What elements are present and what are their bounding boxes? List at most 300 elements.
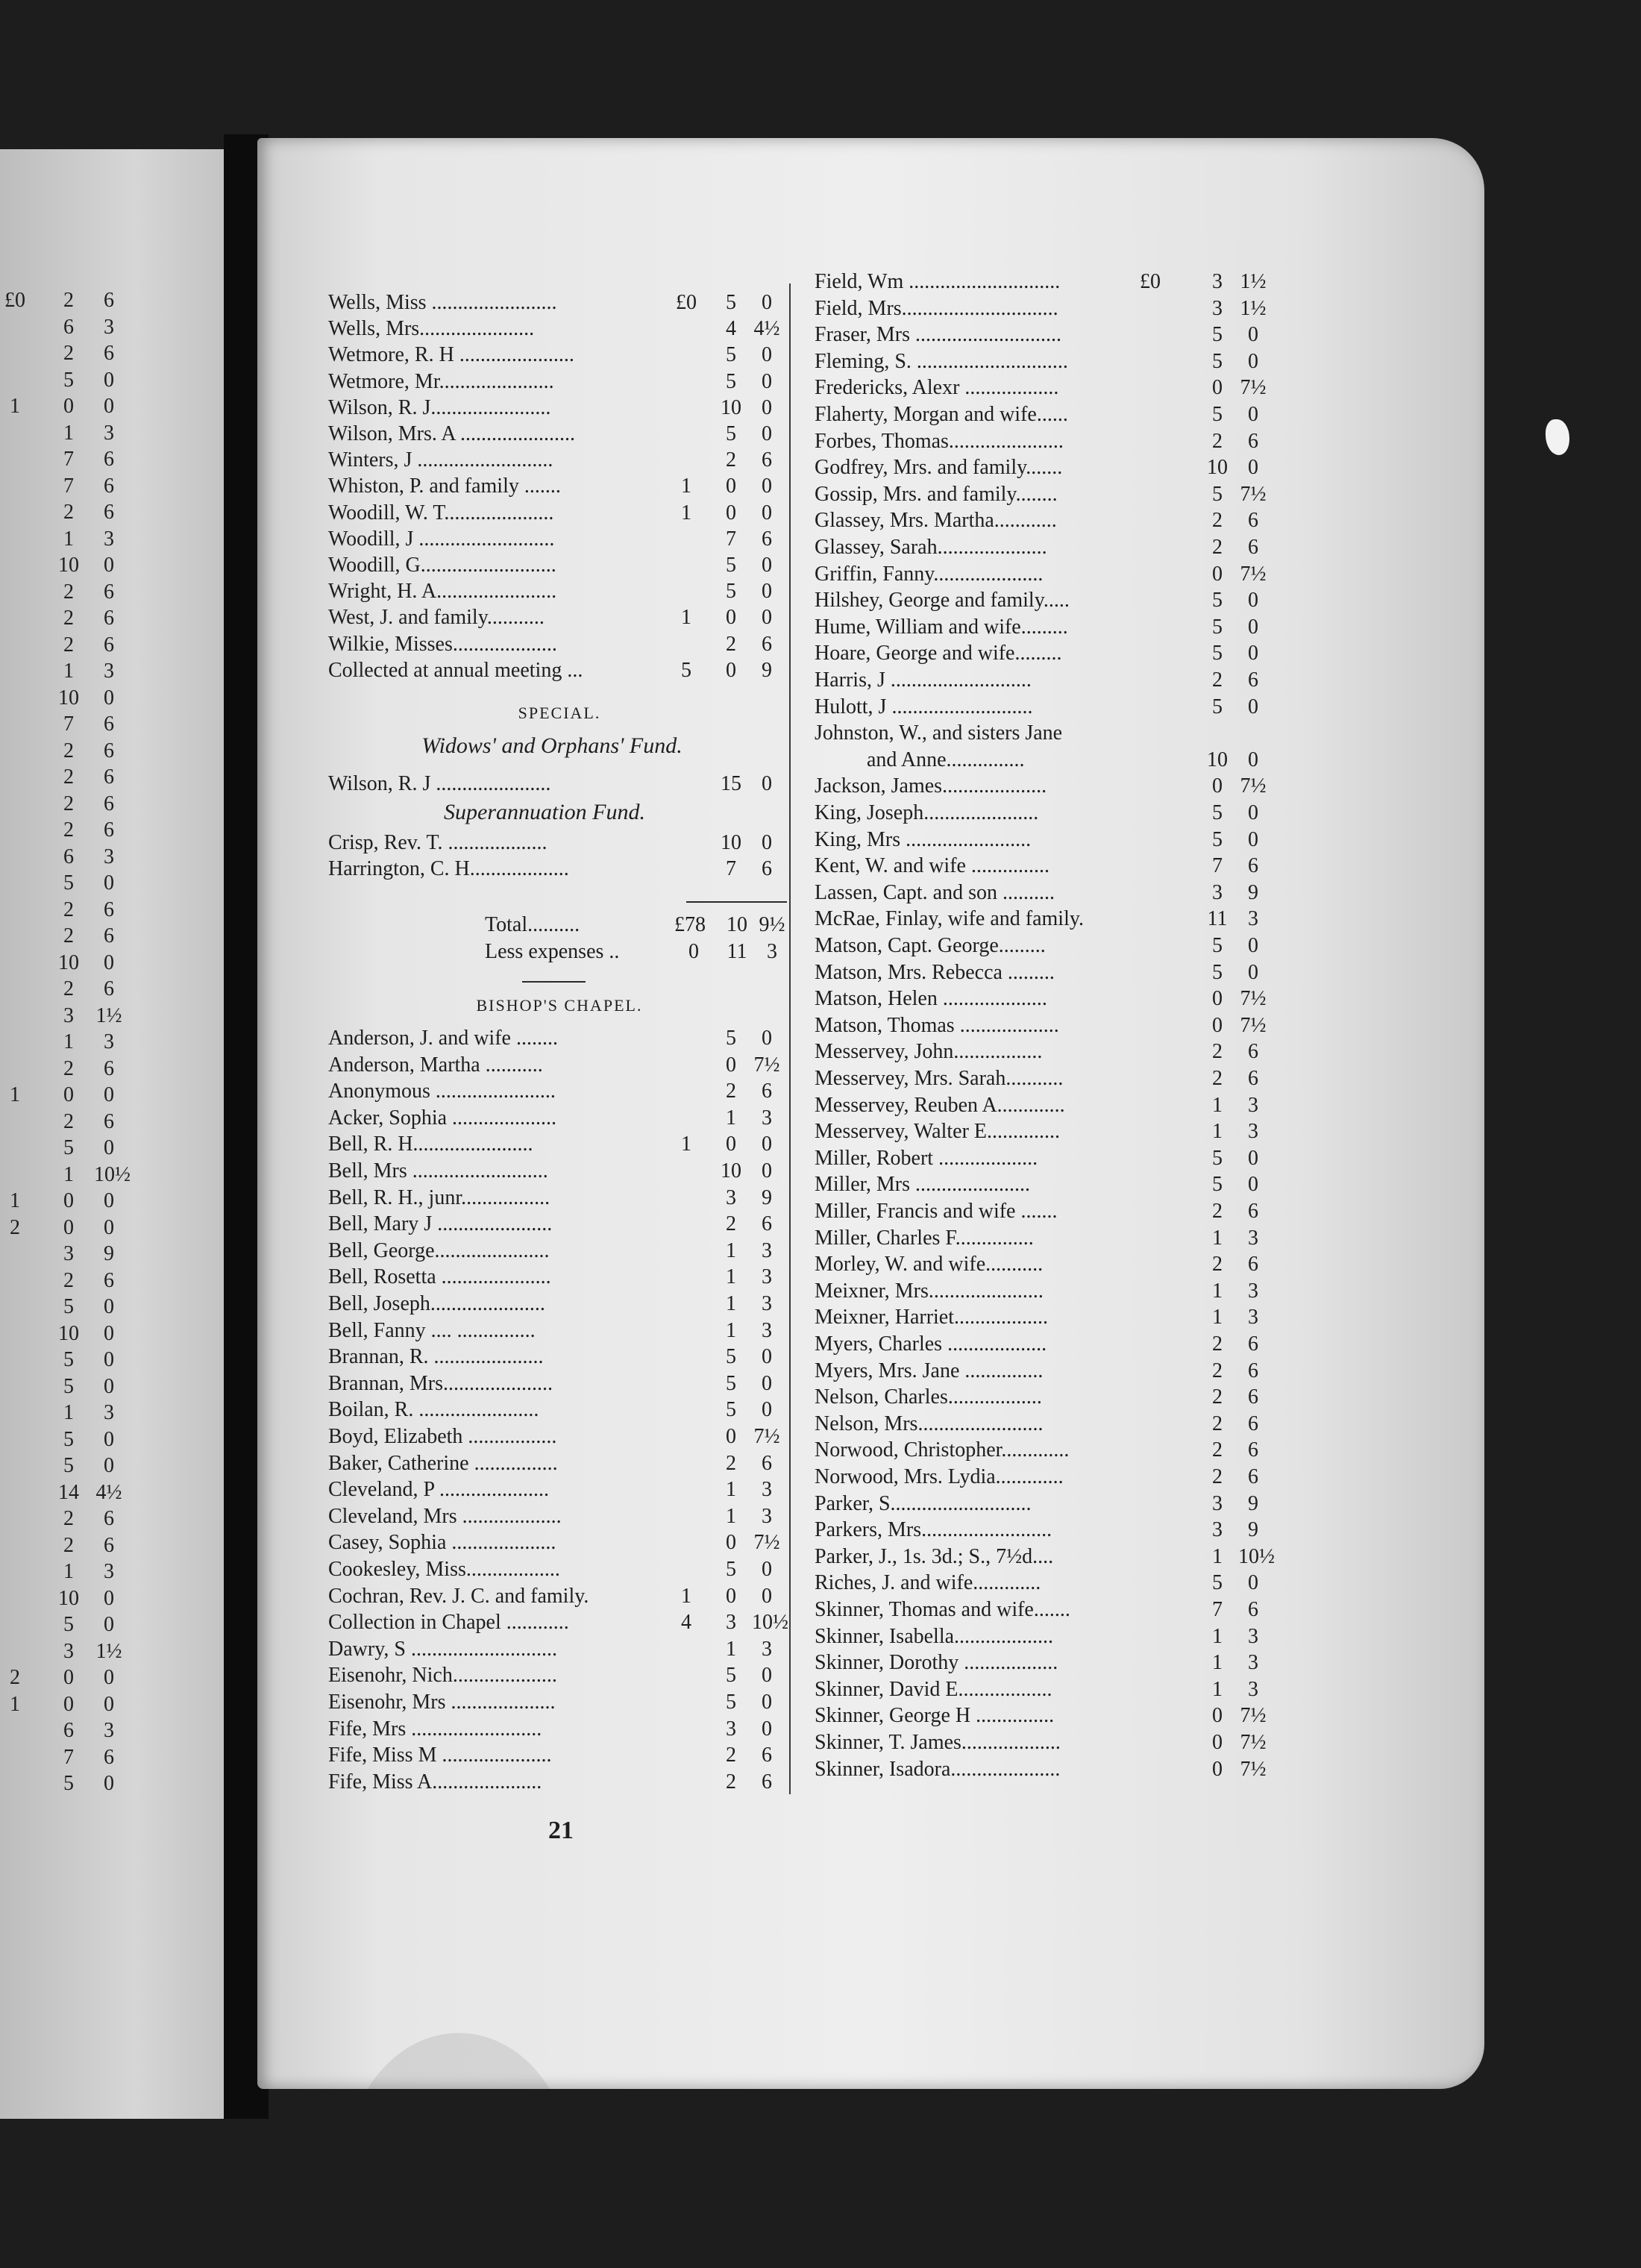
shillings: 11 xyxy=(1207,907,1228,931)
pence: 3 xyxy=(1248,907,1258,931)
contribution-row xyxy=(815,1729,1329,1756)
shillings: 7 xyxy=(1212,854,1223,878)
contribution-row xyxy=(815,880,1329,906)
left-page-amount-row xyxy=(0,1294,149,1321)
pence: 0 xyxy=(1248,642,1258,665)
pence: 6 xyxy=(104,1268,114,1292)
pence: 6 xyxy=(762,1080,772,1103)
donor-name: Hilshey, George and family..... xyxy=(815,589,1070,613)
donor-name: Parker, J., 1s. 3d.; S., 7½d.... xyxy=(815,1544,1054,1568)
contribution-row xyxy=(328,1264,791,1291)
pence: 3 xyxy=(762,1292,772,1315)
shillings: 5 xyxy=(726,1345,736,1369)
donor-name: Anderson, J. and wife ........ xyxy=(328,1027,558,1050)
left-page-amount-row xyxy=(0,1188,149,1215)
shillings: 2 xyxy=(63,342,74,365)
shillings: 2 xyxy=(1212,536,1223,559)
donor-name: Winters, J .......................... xyxy=(328,448,553,472)
pence: 6 xyxy=(1248,1385,1258,1409)
left-page-amount-row xyxy=(0,1611,149,1638)
pence: 0 xyxy=(762,422,772,445)
shillings: 1 xyxy=(63,1162,74,1186)
shillings: 5 xyxy=(63,1136,74,1159)
contribution-row xyxy=(815,906,1329,933)
left-page-amount-row xyxy=(0,1770,149,1797)
pence: 0 xyxy=(104,1136,114,1159)
donor-name: Casey, Sophia .................... xyxy=(328,1531,556,1555)
shillings: 1 xyxy=(726,1265,736,1289)
donor-name: Collection in Chapel ............ xyxy=(328,1611,569,1635)
pence: 9 xyxy=(1248,880,1258,904)
left-page-amount-row xyxy=(0,314,149,341)
donor-name: Woodill, J .......................... xyxy=(328,527,555,551)
shillings: 1 xyxy=(726,1238,736,1262)
pounds: 2 xyxy=(10,1666,20,1689)
shillings: 0 xyxy=(1212,1731,1223,1754)
shillings: 1 xyxy=(1212,1544,1223,1568)
pence: 0 xyxy=(1248,589,1258,613)
shillings: 0 xyxy=(63,1692,74,1716)
pence: 0 xyxy=(1248,695,1258,718)
donor-name: Norwood, Christopher............. xyxy=(815,1438,1070,1462)
donor-name: Eisenohr, Mrs .................... xyxy=(328,1691,556,1714)
left-page-amount-row xyxy=(0,473,149,500)
contribution-row xyxy=(815,375,1329,401)
contribution-row xyxy=(328,830,791,856)
contribution-row xyxy=(328,500,791,527)
pence: 3 xyxy=(104,1719,114,1742)
pence: 0 xyxy=(104,1083,114,1106)
donor-name: Bell, Joseph...................... xyxy=(328,1292,545,1315)
shillings: 2 xyxy=(1212,1040,1223,1064)
pence: 6 xyxy=(104,765,114,789)
pence: 1½ xyxy=(95,1003,122,1027)
shillings: 10 xyxy=(58,554,79,577)
pence: 3 xyxy=(762,1504,772,1528)
pence: 6 xyxy=(1248,1200,1258,1223)
donor-name: Glassey, Mrs. Martha............ xyxy=(815,509,1057,533)
pence: 0 xyxy=(104,1189,114,1212)
less-expenses-pence: 3 xyxy=(767,940,777,963)
contribution-row xyxy=(328,604,791,631)
shillings: 2 xyxy=(1212,429,1223,453)
left-page-amount-row xyxy=(0,499,149,526)
contribution-row xyxy=(328,1716,791,1743)
shillings: 2 xyxy=(726,632,736,656)
contribution-row xyxy=(328,1503,791,1530)
shillings: 3 xyxy=(63,1242,74,1265)
left-page-amount-row xyxy=(0,1532,149,1559)
shillings: 1 xyxy=(1212,1624,1223,1648)
shillings: 1 xyxy=(726,1318,736,1342)
contribution-row xyxy=(328,1238,791,1265)
shillings: 0 xyxy=(726,658,736,682)
contribution-row xyxy=(328,447,791,474)
shillings: 1 xyxy=(1212,1306,1223,1329)
donor-name: Baker, Catherine ................ xyxy=(328,1451,558,1475)
left-page-amount-row xyxy=(0,605,149,632)
pence: 6 xyxy=(1248,1359,1258,1382)
donor-name: Flaherty, Morgan and wife...... xyxy=(815,403,1068,426)
shillings: 1 xyxy=(63,660,74,683)
shillings: 7 xyxy=(63,474,74,498)
shillings: 0 xyxy=(63,395,74,418)
shillings: 2 xyxy=(1212,1253,1223,1276)
contribution-row xyxy=(328,1689,791,1716)
shillings: 5 xyxy=(63,1348,74,1371)
shillings: 5 xyxy=(1212,403,1223,426)
shillings: 5 xyxy=(1212,642,1223,665)
pence: 0 xyxy=(104,1321,114,1345)
contribution-row xyxy=(815,322,1329,348)
contribution-row xyxy=(328,1662,791,1689)
pence: 0 xyxy=(1248,1571,1258,1595)
donor-name: Fraser, Mrs ............................ xyxy=(815,323,1061,347)
shillings: 5 xyxy=(1212,801,1223,824)
shillings: 2 xyxy=(63,1268,74,1292)
shillings: 2 xyxy=(1212,1465,1223,1488)
left-page-amount-row xyxy=(0,844,149,871)
left-page-amount-row xyxy=(0,340,149,367)
donor-name: Dawry, S ............................ xyxy=(328,1637,557,1661)
shillings: 3 xyxy=(63,1639,74,1663)
shillings: 1 xyxy=(63,421,74,445)
pence: 9 xyxy=(1248,1518,1258,1542)
shillings: 10 xyxy=(1207,456,1228,480)
shillings: 0 xyxy=(63,1083,74,1106)
pence: 0 xyxy=(1248,349,1258,373)
shillings: 5 xyxy=(1212,589,1223,613)
contribution-row xyxy=(815,587,1329,614)
donor-name: Skinner, Dorothy .................. xyxy=(815,1651,1058,1675)
shillings: 6 xyxy=(63,315,74,339)
donor-name: Whiston, P. and family ....... xyxy=(328,474,561,498)
donor-name: Wells, Miss ........................ xyxy=(328,291,557,314)
contribution-row xyxy=(815,773,1329,800)
pence: 0 xyxy=(762,343,772,367)
pence: 0 xyxy=(762,501,772,524)
pence: 3 xyxy=(104,1401,114,1424)
pence: 3 xyxy=(1248,1279,1258,1303)
pounds: 1 xyxy=(681,474,691,498)
pence: 3 xyxy=(1248,1120,1258,1144)
contribution-row xyxy=(328,1185,791,1212)
pence: 6 xyxy=(1248,429,1258,453)
shillings: 10 xyxy=(58,1321,79,1345)
left-page-amount-row xyxy=(0,1321,149,1347)
pence: 6 xyxy=(104,924,114,947)
contribution-row xyxy=(815,1331,1329,1358)
pence: 0 xyxy=(762,1345,772,1369)
donor-name: Miller, Francis and wife ....... xyxy=(815,1200,1058,1223)
shillings: 5 xyxy=(63,368,74,392)
bishops-chapel-heading: BISHOP'S CHAPEL. xyxy=(476,996,643,1015)
pence: 0 xyxy=(762,1558,772,1581)
left-page-amount-row xyxy=(0,1717,149,1744)
pence: 7½ xyxy=(1240,1731,1267,1754)
pence: 10½ xyxy=(94,1162,131,1186)
shillings: 0 xyxy=(63,1215,74,1239)
donor-name: Matson, Thomas ................... xyxy=(815,1013,1059,1037)
donor-name: Wells, Mrs...................... xyxy=(328,317,535,341)
shillings: 10 xyxy=(721,1159,741,1182)
left-page-amount-row xyxy=(0,1082,149,1109)
shillings: 5 xyxy=(63,1613,74,1636)
pence: 3 xyxy=(762,1637,772,1661)
shillings: 5 xyxy=(1212,349,1223,373)
pence: 6 xyxy=(104,501,114,524)
left-page-amount-row xyxy=(0,446,149,473)
pence: 7½ xyxy=(1240,1013,1267,1037)
pence: 6 xyxy=(1248,1438,1258,1462)
pounds: 1 xyxy=(681,501,691,524)
shillings: 5 xyxy=(726,422,736,445)
shillings: 4 xyxy=(726,317,736,341)
left-page-amount-row xyxy=(0,1347,149,1373)
contribution-row xyxy=(815,853,1329,880)
pence: 7½ xyxy=(753,1531,780,1555)
pence: 0 xyxy=(104,1613,114,1636)
pence: 7½ xyxy=(753,1425,780,1448)
contribution-row xyxy=(328,1131,791,1158)
shillings: 2 xyxy=(63,1109,74,1133)
donor-name: Bell, R. H., junr................. xyxy=(328,1185,550,1209)
pence: 6 xyxy=(104,792,114,815)
special-heading: SPECIAL. xyxy=(518,704,601,722)
donor-name: Boilan, R. ....................... xyxy=(328,1398,539,1422)
pence: 6 xyxy=(1248,1040,1258,1064)
shillings: 7 xyxy=(63,712,74,736)
contribution-row xyxy=(328,1158,791,1185)
pence: 3 xyxy=(762,1265,772,1289)
left-page-amount-row xyxy=(0,1135,149,1162)
shillings: 0 xyxy=(1212,1757,1223,1781)
pounds: £0 xyxy=(1140,270,1161,293)
total-shillings: 10 xyxy=(727,913,747,936)
pence: 0 xyxy=(762,772,772,795)
donor-name: Glassey, Sarah..................... xyxy=(815,536,1047,559)
pence: 3 xyxy=(104,421,114,445)
shillings: 1 xyxy=(726,1637,736,1661)
donor-name: Gossip, Mrs. and family........ xyxy=(815,482,1058,506)
pence: 6 xyxy=(1248,1067,1258,1090)
donor-name: Hulott, J ........................... xyxy=(815,695,1033,718)
donor-name: Bell, Mrs .......................... xyxy=(328,1159,548,1182)
pence: 0 xyxy=(762,1027,772,1050)
shillings: 5 xyxy=(63,871,74,895)
contribution-row xyxy=(328,771,791,798)
donor-name: Matson, Capt. George......... xyxy=(815,934,1046,957)
pence: 6 xyxy=(762,1744,772,1767)
total-label: Total.......... xyxy=(485,913,580,936)
shillings: 0 xyxy=(1212,774,1223,798)
pounds: 1 xyxy=(10,1083,20,1106)
pence: 6 xyxy=(762,1770,772,1794)
contribution-row xyxy=(328,342,791,369)
pence: 6 xyxy=(104,1533,114,1557)
shillings: 5 xyxy=(726,343,736,367)
pence: 0 xyxy=(1248,827,1258,851)
less-expenses-pounds: 0 xyxy=(688,940,699,963)
pence: 0 xyxy=(762,554,772,577)
donor-name: Morley, W. and wife........... xyxy=(815,1253,1044,1276)
shillings: 5 xyxy=(726,1398,736,1422)
pence: 4½ xyxy=(753,317,780,341)
pence: 6 xyxy=(762,1451,772,1475)
shillings: 2 xyxy=(63,633,74,657)
shillings: 2 xyxy=(63,818,74,842)
shillings: 2 xyxy=(63,607,74,630)
left-page-amount-row xyxy=(0,1373,149,1400)
pence: 0 xyxy=(104,1215,114,1239)
pence: 6 xyxy=(104,712,114,736)
pence: 0 xyxy=(762,580,772,604)
contribution-row xyxy=(815,827,1329,853)
donor-name: Wright, H. A....................... xyxy=(328,580,557,604)
pounds: 1 xyxy=(681,1133,691,1156)
shillings: 6 xyxy=(63,1719,74,1742)
shillings: 1 xyxy=(726,1106,736,1130)
shillings: 2 xyxy=(726,1770,736,1794)
shillings: 3 xyxy=(726,1611,736,1635)
left-page-amount-row xyxy=(0,1400,149,1426)
pence: 0 xyxy=(1248,1146,1258,1170)
pence: 3 xyxy=(104,1030,114,1053)
contribution-row xyxy=(328,1078,791,1105)
left-page-amount-row xyxy=(0,791,149,818)
shillings: 3 xyxy=(63,1003,74,1027)
total-row xyxy=(485,912,791,939)
contribution-row xyxy=(815,1384,1329,1411)
contribution-row xyxy=(815,1225,1329,1252)
total-pence: 9½ xyxy=(759,913,785,936)
contribution-row xyxy=(815,1278,1329,1305)
contribution-row xyxy=(328,1556,791,1583)
donor-name: Messervey, Mrs. Sarah........... xyxy=(815,1067,1064,1090)
pence: 6 xyxy=(1248,1253,1258,1276)
shillings: 2 xyxy=(1212,1200,1223,1223)
shillings: 5 xyxy=(63,1427,74,1451)
donor-name: Parkers, Mrs......................... xyxy=(815,1518,1052,1542)
pence: 6 xyxy=(104,1056,114,1080)
pence: 3 xyxy=(1248,1306,1258,1329)
left-page-amount-row xyxy=(0,870,149,897)
contribution-row xyxy=(815,640,1329,667)
left-page-amount-row xyxy=(0,764,149,791)
contribution-row xyxy=(815,1251,1329,1278)
pence: 4½ xyxy=(95,1480,122,1504)
total-pounds: £78 xyxy=(674,913,706,936)
pence: 7½ xyxy=(1240,482,1267,506)
left-page-amount-row xyxy=(0,1506,149,1532)
donor-name: Nelson, Charles.................. xyxy=(815,1385,1042,1409)
shillings: 5 xyxy=(63,1454,74,1477)
donor-name: Bell, George...................... xyxy=(328,1238,550,1262)
less-expenses-row xyxy=(485,939,791,965)
shillings: 1 xyxy=(726,1292,736,1315)
donor-name: Meixner, Harriet.................. xyxy=(815,1306,1049,1329)
shillings: 10 xyxy=(721,831,741,854)
shillings: 5 xyxy=(726,1691,736,1714)
shillings: 5 xyxy=(726,291,736,314)
donor-name: Lassen, Capt. and son .......... xyxy=(815,880,1055,904)
shillings: 2 xyxy=(1212,1385,1223,1409)
contribution-row xyxy=(328,1423,791,1450)
donor-name: Jackson, James.................... xyxy=(815,774,1047,798)
pence: 7½ xyxy=(1240,774,1267,798)
shillings: 2 xyxy=(63,1533,74,1557)
shillings: 7 xyxy=(726,527,736,551)
donor-name: Brannan, Mrs..................... xyxy=(328,1371,553,1395)
contribution-row xyxy=(815,454,1329,481)
donor-name: Cochran, Rev. J. C. and family. xyxy=(328,1584,589,1608)
pence: 1½ xyxy=(95,1639,122,1663)
contribution-row xyxy=(328,1370,791,1397)
pence: 6 xyxy=(104,607,114,630)
pence: 0 xyxy=(104,1692,114,1716)
left-page-amount-row xyxy=(0,1056,149,1083)
left-page-amount-row xyxy=(0,1691,149,1718)
contribution-row xyxy=(815,1039,1329,1065)
contribution-row xyxy=(328,421,791,448)
donor-name: Myers, Charles ................... xyxy=(815,1332,1047,1356)
left-page-amount-row xyxy=(0,1241,149,1268)
left-page-amount-row xyxy=(0,658,149,685)
pence: 7½ xyxy=(1240,987,1267,1011)
pence: 9 xyxy=(762,658,772,682)
donor-name: Myers, Mrs. Jane ............... xyxy=(815,1359,1044,1382)
shillings: 2 xyxy=(1212,1067,1223,1090)
donor-name: Messervey, Reuben A............. xyxy=(815,1093,1065,1117)
pounds: 1 xyxy=(10,1189,20,1212)
pence: 0 xyxy=(762,369,772,393)
shillings: 0 xyxy=(1212,1013,1223,1037)
donor-name: Woodill, W. T..................... xyxy=(328,501,554,524)
donor-name: Riches, J. and wife............. xyxy=(815,1571,1041,1595)
contribution-row xyxy=(815,1118,1329,1145)
shillings: 5 xyxy=(726,580,736,604)
donor-name: Wetmore, R. H ...................... xyxy=(328,343,574,367)
widows-fund-heading: Widows' and Orphans' Fund. xyxy=(421,733,683,758)
contribution-row xyxy=(815,1676,1329,1703)
donor-name: Bell, Mary J ...................... xyxy=(328,1212,553,1236)
contribution-row xyxy=(815,1437,1329,1464)
shillings: 0 xyxy=(1212,376,1223,400)
donor-name: Anonymous ....................... xyxy=(328,1080,556,1103)
contribution-row xyxy=(815,933,1329,959)
pence: 0 xyxy=(1248,403,1258,426)
page-number: 21 xyxy=(548,1817,574,1844)
pence: 6 xyxy=(104,1507,114,1530)
shillings: 2 xyxy=(726,448,736,472)
contribution-row xyxy=(815,1650,1329,1676)
pence: 6 xyxy=(104,342,114,365)
donor-name: Wetmore, Mr...................... xyxy=(328,369,554,393)
donor-name: Brannan, R. ..................... xyxy=(328,1345,544,1369)
section-rule xyxy=(522,981,586,983)
left-page-amount-row xyxy=(0,579,149,606)
shillings: 2 xyxy=(726,1744,736,1767)
pence: 0 xyxy=(1248,615,1258,639)
left-page-amount-row xyxy=(0,420,149,447)
donor-name: Hume, William and wife......... xyxy=(815,615,1068,639)
pence: 3 xyxy=(104,527,114,551)
shillings: 0 xyxy=(726,1133,736,1156)
donor-name: Wilson, R. J ...................... xyxy=(328,772,551,795)
donor-name: Miller, Robert ................... xyxy=(815,1146,1038,1170)
shillings: 2 xyxy=(63,977,74,1000)
pence: 6 xyxy=(104,580,114,604)
